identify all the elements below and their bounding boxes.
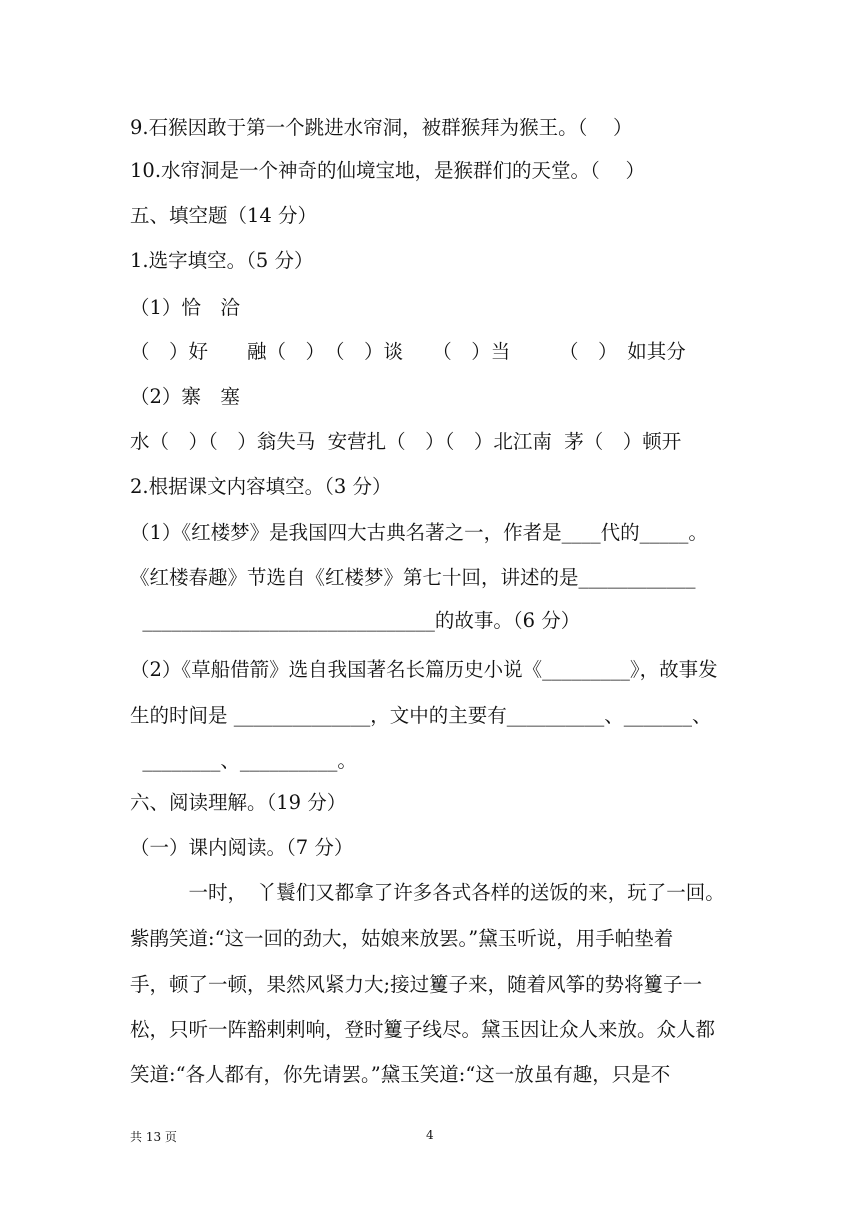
question-1-heading: 1.选字填空。（5 分）: [130, 249, 314, 272]
question-9: 9.石猴因敢于第一个跳进水帘洞，被群猴拜为猴王。（ ）: [130, 116, 633, 139]
page-number: 4: [426, 1128, 434, 1142]
fill-line-3: ______________________________的故事。（6 分）: [130, 609, 581, 632]
reading-paragraph-line-1: 一时， 丫鬟们又都拿了许多各式各样的送饭的来，玩了一回。: [130, 881, 725, 904]
fill-line-4: （2）《草船借箭》选自我国著名长篇历史小说《_________》，故事发: [130, 658, 718, 681]
sub-question-2-blanks: 水（ ）（ ）翁失马 安营扎（ ）（ ）北江南 茅（ ）顿开: [130, 430, 682, 453]
sub-question-2-chars: （2）寨 塞: [130, 385, 240, 408]
page-total: 共 13 页: [130, 1130, 177, 1144]
sub-question-1-blanks: （ ）好 融（ ） （ ）谈 （ ）当 （ ） 如其分: [130, 340, 686, 363]
reading-paragraph-line-5: 笑道:“各人都有，你先请罢。”黛玉笑道:“这一放虽有趣，只是不: [130, 1063, 671, 1086]
sub-question-1-chars: （1）恰 洽: [130, 296, 240, 319]
question-10: 10.水帘洞是一个神奇的仙境宝地，是猴群们的天堂。（ ）: [130, 159, 645, 182]
reading-paragraph-line-3: 手，顿了一顿，果然风紧力大;接过籰子来，随着风筝的势将籰子一: [130, 973, 703, 996]
fill-line-1: （1）《红楼梦》是我国四大古典名著之一，作者是____代的_____。: [130, 521, 708, 544]
fill-line-2: 《红楼春趣》节选自《红楼梦》第七十回，讲述的是____________: [130, 566, 696, 589]
question-2-heading: 2.根据课文内容填空。（3 分）: [130, 475, 392, 498]
fill-line-5: 生的时间是 ______________，文中的主要有__________、_______、: [130, 704, 712, 727]
reading-paragraph-line-4: 松，只听一阵豁剌剌响，登时籰子线尽。黛玉因让众人来放。众人都: [130, 1018, 716, 1041]
section-5-heading: 五、填空题（14 分）: [130, 204, 318, 227]
section-6-heading: 六、阅读理解。（19 分）: [130, 791, 347, 814]
fill-line-6: ________、__________。: [130, 749, 357, 772]
reading-paragraph-line-2: 紫鹃笑道:“这一回的劲大，姑娘来放罢。”黛玉听说，用手帕垫着: [130, 927, 674, 950]
reading-part-1-heading: （一）课内阅读。（7 分）: [130, 836, 354, 859]
